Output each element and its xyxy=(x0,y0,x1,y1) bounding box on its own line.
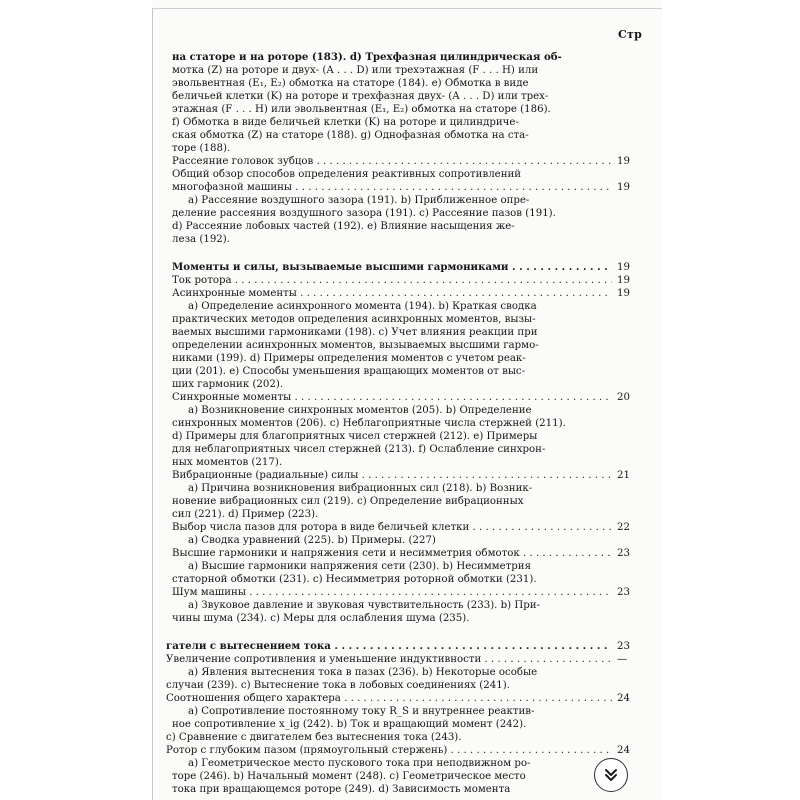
toc-text-line: чины шума (234). c) Меры для ослабления шума (235). xyxy=(172,613,470,624)
toc-text-line: определении асинхронных моментов, вызываемых высшими гармо- xyxy=(172,340,539,351)
page-number: 22 xyxy=(617,522,630,533)
toc-text-line: a) Звуковое давление и звуковая чувствительность (233). b) При- xyxy=(188,600,541,611)
page-number: 24 xyxy=(617,745,630,756)
page-number: 19 xyxy=(617,182,630,193)
page-number: — xyxy=(617,654,628,665)
double-chevron-down-icon xyxy=(603,767,619,783)
page-number: 19 xyxy=(617,262,630,273)
page-number: 24 xyxy=(617,693,630,704)
page-number: 19 xyxy=(617,156,630,167)
toc-text-line: a) Сопротивление постоянному току R_S и внутреннее реактив- xyxy=(188,706,535,717)
toc-text-line: ваемых высшими гармониками (198). c) Учет влияния реакции при xyxy=(172,327,538,338)
page-number: 21 xyxy=(617,470,630,481)
toc-text-line: a) Рассеяние воздушного зазора (191). b) Приближенное опре- xyxy=(188,195,530,206)
toc-text-line: никами (199). d) Примеры определения моментов с учетом реак- xyxy=(172,353,526,364)
page-number: 23 xyxy=(617,587,630,598)
toc-text-line: ное сопротивление x_ig (242). b) Ток и вращающий момент (242). xyxy=(172,719,527,730)
toc-text-line: сил (221). d) Пример (223). xyxy=(172,509,319,520)
toc-entry: Асинхронные моменты . . . xyxy=(172,287,612,300)
toc-text-line: деление рассеяния воздушного зазора (191). c) Рассеяние пазов (191). xyxy=(172,208,556,219)
toc-entry: Высшие гармоники и напряжения сети и несимметрия обмоток . . . xyxy=(172,547,612,560)
page-left-edge xyxy=(152,8,153,800)
toc-text-line: a) Геометрическое место пускового тока при неподвижном ро- xyxy=(188,758,531,769)
toc-text-line: d) Рассеяние лобовых частей (192). e) Влияние насыщения же- xyxy=(172,221,515,232)
page-number: 23 xyxy=(617,641,630,652)
toc-text-line: a) Явления вытеснения тока в пазах (236). b) Некоторые особые xyxy=(188,667,538,678)
toc-text-line: торе (188). xyxy=(172,143,231,154)
toc-text-line: синхронных моментов (206). c) Неблагоприятные числа стержней (211). xyxy=(172,418,566,429)
toc-entry: Шум машины . . . xyxy=(172,586,612,599)
toc-text-line: статорной обмотки (231). c) Несимметрия роторной обмотки (231). xyxy=(172,574,537,585)
toc-text-line: случаи (239). c) Вытеснение тока в лобовых соединениях (241). xyxy=(166,680,510,691)
toc-entry: многофазной машины . . . xyxy=(172,181,612,194)
toc-text-line: ных моментов (217). xyxy=(172,457,283,468)
toc-text-line: d) Примеры для благоприятных чисел стержней (212). e) Примеры xyxy=(172,431,538,442)
toc-text-line: торе (246). b) Начальный момент (248). c) Геометрическое место xyxy=(172,771,526,782)
toc-text-line: f) Обмотка в виде беличьей клетки (K) на роторе и цилиндриче- xyxy=(172,117,519,128)
page-number: 19 xyxy=(617,275,630,286)
toc-text-line: ших гармоник (202). xyxy=(172,379,284,390)
toc-text-line: новение вибрационных сил (219). c) Определение вибрационных xyxy=(172,496,524,507)
toc-entry: Соотношения общего характера . . . xyxy=(166,692,612,705)
toc-text-line: a) Возникновение синхронных моментов (205). b) Определение xyxy=(188,405,532,416)
toc-text-line: этажная (F . . . H) или эвольвентная (E₁, E₂) обмотка на статоре (186). xyxy=(172,104,551,115)
toc-text-line: ции (201). e) Способы уменьшения вращающих моментов от выс- xyxy=(172,366,526,377)
page-number: 23 xyxy=(617,548,630,559)
toc-entry: гатели с вытеснением тока . . . xyxy=(166,640,612,653)
page-number: 20 xyxy=(617,392,630,403)
toc-text-line: a) Причина возникновения вибрационных сил (218). b) Возник- xyxy=(188,483,533,494)
toc-text-line: c) Сравнение с двигателем без вытеснения тока (243). xyxy=(166,732,462,743)
toc-entry: Рассеяние головок зубцов . . . xyxy=(172,155,612,168)
toc-entry: Ротор с глубоким пазом (прямоугольный стержень) . . . xyxy=(166,744,612,757)
toc-text-line: для неблагоприятных чисел стержней (213). f) Ослабление синхрон- xyxy=(172,444,546,455)
toc-text-line: a) Определение асинхронного момента (194). b) Краткая сводка xyxy=(188,301,537,312)
toc-text-line: мотка (Z) на роторе и двух- (A . . . D) или трехэтажная (F . . . H) или xyxy=(172,65,539,76)
toc-text-line: a) Сводка уравнений (225). b) Примеры. (227) xyxy=(188,535,436,546)
toc-text-line: практических методов определения асинхронных моментов, вызы- xyxy=(172,314,536,325)
scroll-down-button[interactable] xyxy=(594,758,628,792)
toc-entry: Моменты и силы, вызываемые высшими гармониками . . . xyxy=(172,261,612,274)
toc-entry: Ток ротора . . . xyxy=(172,274,612,287)
toc-text-line: a) Высшие гармоники напряжения сети (230). b) Несимметрия xyxy=(188,561,531,572)
page-top-edge xyxy=(152,8,662,9)
toc-entry: Увеличение сопротивления и уменьшение индуктивности . . . xyxy=(166,653,612,666)
toc-text-line: ская обмотка (Z) на статоре (188). g) Однофазная обмотка на ста- xyxy=(172,130,529,141)
toc-text-line: эвольвентная (E₁, E₂) обмотка на статоре (184). e) Обмотка в виде xyxy=(172,78,529,89)
toc-entry: Вибрационные (радиальные) силы . . . xyxy=(172,469,612,482)
toc-entry: Выбор числа пазов для ротора в виде беличьей клетки . . . xyxy=(172,521,612,534)
toc-text-line: беличьей клетки (K) на роторе и трехфазная двух- (A . . . D) или трех- xyxy=(172,91,549,102)
toc-text-line: тока при вращающемся роторе (249). d) Зависимость момента xyxy=(172,784,511,795)
page-number: 19 xyxy=(617,288,630,299)
toc-entry: Синхронные моменты . . . xyxy=(172,391,612,404)
page-header: Стр xyxy=(618,28,643,41)
toc-text-line: леза (192). xyxy=(172,234,231,245)
toc-text-line: Общий обзор способов определения реактивных сопротивлений xyxy=(172,169,522,180)
toc-text-line: на статоре и на роторе (183). d) Трехфазная цилиндрическая об- xyxy=(172,51,562,63)
